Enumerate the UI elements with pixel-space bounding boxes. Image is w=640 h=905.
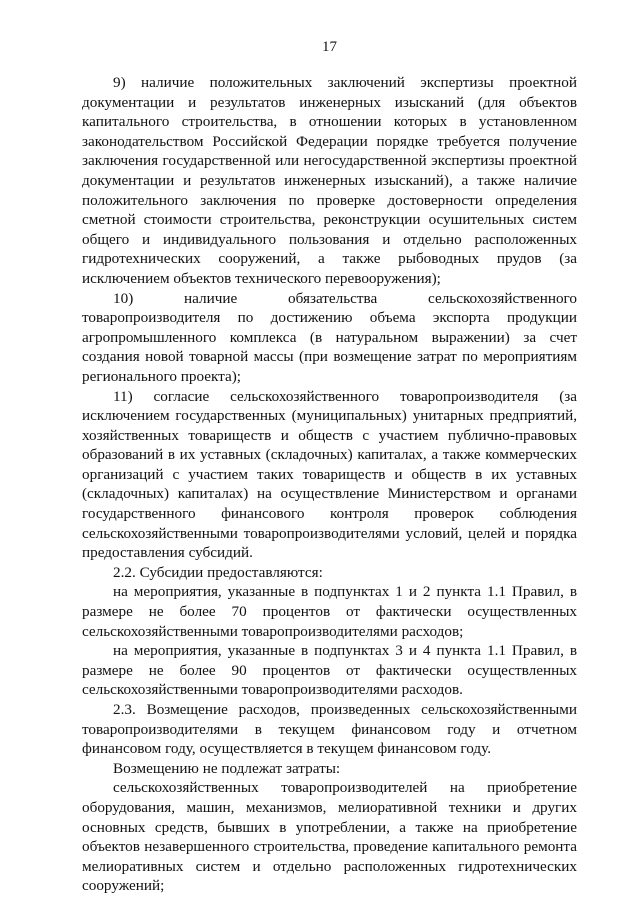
- paragraph-subsidy-70: на мероприятия, указанные в подпунктах 1 и 2 пункта 1.1 Правил, в размере не более 70 процентов от фактически осуществленных сельскохозяйственными товаропроизводителями расходов;: [82, 583, 577, 640]
- paragraph-not-reimbursed-item: сельскохозяйственных товаропроизводителей на приобретение оборудования, машин, механизмов, мелиоративной техники и других основных средств, бывших в употреблении, а также на приобретение объектов незавершенного строительства, проведение капитального ремонта мелиоративных систем и отдельно расположенных гидротехнических сооружений;: [82, 779, 577, 895]
- paragraph-item-11: 11) согласие сельскохозяйственного товаропроизводителя (за исключением государственных (муниципальных) унитарных предприятий, хозяйственных товариществ и обществ с участием публично-правовых образований в их уставных (складочных) капиталах, а также коммерческих организаций с участием таких товариществ и обществ в их уставных (складочных) капиталах) на осуществление Министерством и органами государственного финансового контроля проверок соблюдения сельскохозяйственными товаропроизводителями условий, целей и порядка предоставления субсидий.: [82, 387, 577, 562]
- paragraph-not-reimbursed-heading: Возмещению не подлежат затраты:: [113, 759, 341, 777]
- paragraph-2-2-heading: 2.2. Субсидии предоставляются:: [113, 563, 323, 581]
- page-number: 17: [322, 39, 337, 55]
- paragraph-2-3: 2.3. Возмещение расходов, произведенных сельскохозяйственными товаропроизводителями в текущем финансовом году и отчетном финансовом году, осуществляется в текущем финансовом году.: [82, 701, 577, 758]
- paragraph-item-10: 10) наличие обязательства сельскохозяйственного товаропроизводителя по достижению объема экспорта продукции агропромышленного комплекса (в натуральном выражении) за счет создания новой товарной массы (при возмещение затрат по мероприятиям регионального проекта);: [82, 289, 577, 385]
- paragraph-subsidy-90: на мероприятия, указанные в подпунктах 3 и 4 пункта 1.1 Правил, в размере не более 90 процентов от фактически осуществленных сельскохозяйственными товаропроизводителями расходов.: [82, 642, 577, 699]
- paragraph-item-9: 9) наличие положительных заключений экспертизы проектной документации и результатов инженерных изысканий (для объектов капитального строительства, в отношении которых в установленном законодательством Российской Федерации порядке требуется получение заключения государственной или негосударственной экспертизы проектной документации и результатов инженерных изысканий), а также наличие положительного заключения по проверке достоверности определения сметной стоимости строительства, реконструкции осушительных систем общего и индивидуального пользования и отдельно расположенных гидротехнических сооружений, а также рыбоводных прудов (за исключением объектов технического перевооружения);: [82, 74, 577, 287]
